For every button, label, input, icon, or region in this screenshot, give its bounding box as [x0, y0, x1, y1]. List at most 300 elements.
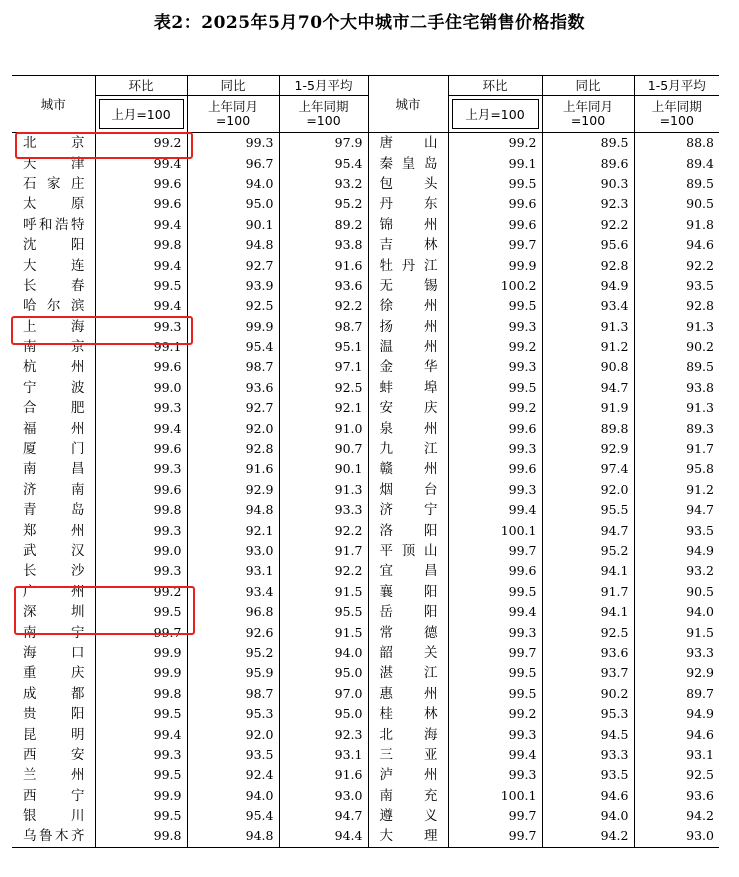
- city-name: 泸州: [368, 765, 448, 785]
- mom-value: 99.6: [448, 561, 542, 581]
- avg-value: 91.3: [634, 317, 719, 337]
- yoy-value: 92.8: [542, 255, 634, 275]
- yoy-value: 93.4: [542, 296, 634, 316]
- avg-value: 93.5: [634, 520, 719, 540]
- yoy-value: 99.9: [187, 317, 279, 337]
- header-avg-base: 上年同期 =100: [279, 96, 368, 133]
- table-row: [12, 439, 719, 459]
- mom-value: 99.8: [95, 235, 187, 255]
- mom-value: 99.6: [448, 459, 542, 479]
- yoy-value: 94.0: [542, 806, 634, 826]
- city-name: 重庆: [23, 665, 85, 682]
- city-name: 九江: [368, 439, 448, 459]
- table-row: [12, 418, 719, 438]
- yoy-value: 93.1: [187, 561, 279, 581]
- mom-value: 99.6: [448, 418, 542, 438]
- city-name: 沈阳: [23, 237, 85, 254]
- yoy-value: 92.3: [542, 194, 634, 214]
- mom-value: 100.2: [448, 276, 542, 296]
- avg-value: 95.4: [279, 153, 368, 173]
- yoy-value: 92.6: [187, 622, 279, 642]
- avg-value: 92.5: [279, 378, 368, 398]
- avg-value: 92.9: [634, 663, 719, 683]
- avg-value: 89.5: [634, 357, 719, 377]
- yoy-value: 92.5: [187, 296, 279, 316]
- table-row: [12, 133, 719, 154]
- mom-value: 99.5: [95, 602, 187, 622]
- mom-value: 99.7: [448, 826, 542, 847]
- header-mom: 环比: [95, 76, 187, 96]
- avg-value: 91.8: [634, 215, 719, 235]
- city-name: 吉林: [368, 235, 448, 255]
- mom-value: 99.3: [448, 357, 542, 377]
- table-row: [12, 500, 719, 520]
- avg-value: 95.1: [279, 337, 368, 357]
- avg-value: 94.9: [634, 541, 719, 561]
- avg-value: 93.8: [279, 235, 368, 255]
- avg-value: 91.3: [634, 398, 719, 418]
- city-name: 泉州: [368, 418, 448, 438]
- avg-value: 94.6: [634, 235, 719, 255]
- city-name: 福州: [23, 420, 85, 437]
- avg-value: 94.6: [634, 724, 719, 744]
- avg-value: 97.1: [279, 357, 368, 377]
- mom-value: 99.3: [95, 745, 187, 765]
- mom-value: 99.6: [95, 194, 187, 214]
- yoy-value: 94.2: [542, 826, 634, 847]
- header-yoy-base: 上年同月 =100: [187, 96, 279, 133]
- mom-value: 99.5: [448, 296, 542, 316]
- header-mom-base-right: 上月=100: [448, 96, 542, 133]
- city-name: 贵阳: [23, 706, 85, 723]
- avg-value: 91.2: [634, 480, 719, 500]
- city-name: 安庆: [368, 398, 448, 418]
- city-name: 烟台: [368, 480, 448, 500]
- avg-value: 92.8: [634, 296, 719, 316]
- mom-value: 99.6: [95, 480, 187, 500]
- table-row: [12, 215, 719, 235]
- avg-value: 88.8: [634, 133, 719, 154]
- city-name: 呼和浩特: [23, 216, 85, 233]
- mom-value: 99.5: [448, 378, 542, 398]
- avg-value: 93.3: [634, 643, 719, 663]
- city-name: 厦门: [23, 441, 85, 458]
- yoy-value: 93.4: [187, 582, 279, 602]
- yoy-value: 98.7: [187, 684, 279, 704]
- mom-value: 99.4: [95, 153, 187, 173]
- yoy-value: 94.8: [187, 826, 279, 847]
- table-row: [12, 520, 719, 540]
- header-city-right: 城市: [368, 76, 448, 133]
- yoy-value: 91.2: [542, 337, 634, 357]
- yoy-value: 93.0: [187, 541, 279, 561]
- table-row: [12, 765, 719, 785]
- avg-value: 92.2: [279, 296, 368, 316]
- city-name: 南京: [23, 339, 85, 356]
- yoy-value: 94.7: [542, 378, 634, 398]
- avg-value: 93.0: [279, 786, 368, 806]
- city-name: 岳阳: [368, 602, 448, 622]
- yoy-value: 91.6: [187, 459, 279, 479]
- mom-value: 99.3: [448, 765, 542, 785]
- city-name: 牡丹江: [368, 255, 448, 275]
- mom-value: 99.3: [95, 520, 187, 540]
- mom-value: 99.1: [95, 337, 187, 357]
- avg-value: 92.5: [634, 765, 719, 785]
- avg-value: 92.2: [279, 561, 368, 581]
- avg-value: 94.7: [279, 806, 368, 826]
- avg-value: 93.8: [634, 378, 719, 398]
- mom-value: 99.4: [448, 500, 542, 520]
- yoy-value: 95.3: [187, 704, 279, 724]
- city-name: 温州: [368, 337, 448, 357]
- yoy-value: 92.0: [187, 418, 279, 438]
- avg-value: 93.1: [634, 745, 719, 765]
- yoy-value: 89.5: [542, 133, 634, 154]
- city-name: 西安: [23, 746, 85, 763]
- avg-value: 98.7: [279, 317, 368, 337]
- city-name: 惠州: [368, 684, 448, 704]
- mom-value: 99.5: [95, 806, 187, 826]
- mom-value: 99.5: [95, 765, 187, 785]
- table-row: [12, 480, 719, 500]
- avg-value: 93.6: [634, 786, 719, 806]
- avg-value: 89.4: [634, 153, 719, 173]
- header-avg-right: 1-5月平均: [634, 76, 719, 96]
- mom-value: 99.5: [95, 276, 187, 296]
- mom-value: 99.5: [95, 704, 187, 724]
- avg-value: 95.8: [634, 459, 719, 479]
- yoy-value: 97.4: [542, 459, 634, 479]
- city-name: 海口: [23, 644, 85, 661]
- yoy-value: 90.2: [542, 684, 634, 704]
- table-row: [12, 561, 719, 581]
- yoy-value: 95.6: [542, 235, 634, 255]
- table-row: [12, 684, 719, 704]
- table-row: [12, 235, 719, 255]
- yoy-value: 92.2: [542, 215, 634, 235]
- yoy-value: 92.7: [187, 398, 279, 418]
- avg-value: 92.1: [279, 398, 368, 418]
- yoy-value: 95.2: [187, 643, 279, 663]
- table-row: [12, 459, 719, 479]
- mom-value: 99.4: [95, 724, 187, 744]
- mom-value: 99.3: [448, 622, 542, 642]
- table-row: [12, 622, 719, 642]
- yoy-value: 95.2: [542, 541, 634, 561]
- city-name: 石家庄: [23, 175, 85, 192]
- header-avg: 1-5月平均: [279, 76, 368, 96]
- avg-value: 92.2: [279, 520, 368, 540]
- city-name: 桂林: [368, 704, 448, 724]
- header-yoy: 同比: [187, 76, 279, 96]
- city-name: 秦皇岛: [368, 153, 448, 173]
- avg-value: 94.2: [634, 806, 719, 826]
- city-name: 平顶山: [368, 541, 448, 561]
- table-row: [12, 296, 719, 316]
- yoy-value: 92.9: [187, 480, 279, 500]
- mom-value: 99.6: [448, 215, 542, 235]
- table-row: [12, 337, 719, 357]
- yoy-value: 91.9: [542, 398, 634, 418]
- header-yoy-base-right: 上年同月 =100: [542, 96, 634, 133]
- yoy-value: 93.5: [542, 765, 634, 785]
- city-name: 昆明: [23, 726, 85, 743]
- city-name: 大连: [23, 257, 85, 274]
- mom-value: 99.2: [95, 133, 187, 154]
- city-name: 长春: [23, 277, 85, 294]
- avg-value: 93.1: [279, 745, 368, 765]
- header-mom-right: 环比: [448, 76, 542, 96]
- table-row: [12, 194, 719, 214]
- avg-value: 91.5: [279, 582, 368, 602]
- avg-value: 95.5: [279, 602, 368, 622]
- avg-value: 93.2: [634, 561, 719, 581]
- avg-value: 93.3: [279, 500, 368, 520]
- yoy-value: 96.8: [187, 602, 279, 622]
- mom-value: 99.0: [95, 541, 187, 561]
- city-name: 北海: [368, 724, 448, 744]
- yoy-value: 90.8: [542, 357, 634, 377]
- mom-value: 99.3: [95, 398, 187, 418]
- table-row: [12, 724, 719, 744]
- header-mom-base: 上月=100: [95, 96, 187, 133]
- city-name: 北京: [23, 135, 85, 152]
- city-name: 无锡: [368, 276, 448, 296]
- city-name: 济宁: [368, 500, 448, 520]
- yoy-value: 99.3: [187, 133, 279, 154]
- city-name: 锦州: [368, 215, 448, 235]
- city-name: 常德: [368, 622, 448, 642]
- avg-value: 90.1: [279, 459, 368, 479]
- mom-value: 99.2: [448, 337, 542, 357]
- mom-value: 99.3: [95, 317, 187, 337]
- avg-value: 94.7: [634, 500, 719, 520]
- yoy-value: 94.8: [187, 500, 279, 520]
- avg-value: 89.7: [634, 684, 719, 704]
- avg-value: 95.0: [279, 704, 368, 724]
- city-name: 济南: [23, 481, 85, 498]
- yoy-value: 91.3: [542, 317, 634, 337]
- mom-value: 99.9: [95, 786, 187, 806]
- city-name: 武汉: [23, 543, 85, 559]
- city-name: 成都: [23, 685, 85, 702]
- city-name: 韶关: [368, 643, 448, 663]
- mom-value: 99.5: [448, 663, 542, 683]
- mom-value: 99.2: [448, 704, 542, 724]
- city-name: 银川: [23, 808, 85, 825]
- city-name: 包头: [368, 174, 448, 194]
- mom-value: 99.4: [448, 602, 542, 622]
- yoy-value: 95.0: [187, 194, 279, 214]
- table-row: [12, 786, 719, 806]
- mom-value: 99.7: [448, 235, 542, 255]
- yoy-value: 93.9: [187, 276, 279, 296]
- city-name: 襄阳: [368, 582, 448, 602]
- city-name: 广州: [23, 583, 85, 600]
- city-name: 南充: [368, 786, 448, 806]
- mom-value: 99.7: [448, 643, 542, 663]
- avg-value: 97.9: [279, 133, 368, 154]
- city-name: 西宁: [23, 787, 85, 804]
- avg-value: 91.7: [279, 541, 368, 561]
- mom-value: 99.1: [448, 153, 542, 173]
- yoy-value: 93.6: [542, 643, 634, 663]
- city-name: 兰州: [23, 767, 85, 784]
- city-name: 宁波: [23, 379, 85, 396]
- city-name: 南宁: [23, 624, 85, 641]
- avg-value: 90.2: [634, 337, 719, 357]
- mom-value: 99.0: [95, 378, 187, 398]
- table-row: [12, 745, 719, 765]
- yoy-value: 92.0: [542, 480, 634, 500]
- city-name: 上海: [23, 318, 85, 335]
- mom-value: 99.9: [448, 255, 542, 275]
- city-name: 大理: [368, 826, 448, 847]
- avg-value: 94.9: [634, 704, 719, 724]
- yoy-value: 91.7: [542, 582, 634, 602]
- yoy-value: 95.4: [187, 337, 279, 357]
- header-avg-base-right: 上年同期 =100: [634, 96, 719, 133]
- avg-value: 94.0: [279, 643, 368, 663]
- mom-value: 99.9: [95, 663, 187, 683]
- yoy-value: 94.9: [542, 276, 634, 296]
- city-name: 洛阳: [368, 520, 448, 540]
- city-name: 郑州: [23, 522, 85, 539]
- city-name: 天津: [23, 155, 85, 172]
- mom-value: 99.4: [95, 215, 187, 235]
- yoy-value: 92.1: [187, 520, 279, 540]
- avg-value: 90.5: [634, 194, 719, 214]
- city-name: 三亚: [368, 745, 448, 765]
- city-name: 遵义: [368, 806, 448, 826]
- mom-value: 99.8: [95, 500, 187, 520]
- mom-value: 99.4: [95, 296, 187, 316]
- yoy-value: 92.9: [542, 439, 634, 459]
- avg-value: 91.6: [279, 255, 368, 275]
- avg-value: 91.5: [279, 622, 368, 642]
- city-name: 太原: [23, 196, 85, 213]
- city-name: 哈尔滨: [23, 298, 85, 315]
- city-name: 合肥: [23, 400, 85, 417]
- city-name: 金华: [368, 357, 448, 377]
- page-title: 表2：2025年5月70个大中城市二手住宅销售价格指数: [153, 13, 586, 33]
- mom-value: 99.3: [448, 480, 542, 500]
- city-name: 宜昌: [368, 561, 448, 581]
- mom-value: 99.2: [95, 582, 187, 602]
- mom-value: 99.5: [448, 684, 542, 704]
- table-row: [12, 357, 719, 377]
- city-name: 湛江: [368, 663, 448, 683]
- header-city: 城市: [12, 76, 95, 133]
- table-row: [12, 153, 719, 173]
- mom-value: 99.6: [95, 439, 187, 459]
- table-row: [12, 643, 719, 663]
- table-row: [12, 582, 719, 602]
- yoy-value: 92.8: [187, 439, 279, 459]
- city-name: 丹东: [368, 194, 448, 214]
- avg-value: 92.2: [634, 255, 719, 275]
- mom-value: 100.1: [448, 520, 542, 540]
- avg-value: 89.5: [634, 174, 719, 194]
- mom-value: 99.4: [95, 418, 187, 438]
- mom-value: 99.3: [95, 561, 187, 581]
- yoy-value: 95.4: [187, 806, 279, 826]
- yoy-value: 93.5: [187, 745, 279, 765]
- city-name: 扬州: [368, 317, 448, 337]
- avg-value: 91.3: [279, 480, 368, 500]
- city-name: 青岛: [23, 502, 85, 519]
- yoy-value: 93.7: [542, 663, 634, 683]
- mom-value: 99.6: [95, 174, 187, 194]
- yoy-value: 90.3: [542, 174, 634, 194]
- city-name: 赣州: [368, 459, 448, 479]
- yoy-value: 93.3: [542, 745, 634, 765]
- mom-value: 99.7: [448, 806, 542, 826]
- mom-value: 99.7: [95, 622, 187, 642]
- city-name: 南昌: [23, 461, 85, 478]
- avg-value: 97.0: [279, 684, 368, 704]
- yoy-value: 94.1: [542, 602, 634, 622]
- table-row: [12, 602, 719, 622]
- table-row: [12, 826, 719, 847]
- yoy-value: 94.1: [542, 561, 634, 581]
- mom-value: 99.3: [448, 439, 542, 459]
- table-row: [12, 378, 719, 398]
- avg-value: 93.2: [279, 174, 368, 194]
- yoy-value: 96.7: [187, 153, 279, 173]
- avg-value: 90.5: [634, 582, 719, 602]
- city-name: 乌鲁木齐: [12, 826, 95, 847]
- mom-value: 99.3: [95, 459, 187, 479]
- avg-value: 89.2: [279, 215, 368, 235]
- mom-value: 99.3: [448, 317, 542, 337]
- yoy-value: 89.6: [542, 153, 634, 173]
- price-index-table: [12, 75, 719, 848]
- mom-value: 99.9: [95, 643, 187, 663]
- avg-value: 93.6: [279, 276, 368, 296]
- avg-value: 94.0: [634, 602, 719, 622]
- avg-value: 93.0: [634, 826, 719, 847]
- avg-value: 91.7: [634, 439, 719, 459]
- avg-value: 91.6: [279, 765, 368, 785]
- avg-value: 95.2: [279, 194, 368, 214]
- table-row: [12, 541, 719, 561]
- mom-value: 99.8: [95, 684, 187, 704]
- mom-value: 99.3: [448, 724, 542, 744]
- yoy-value: 94.7: [542, 520, 634, 540]
- table-row: [12, 255, 719, 275]
- mom-value: 99.8: [95, 826, 187, 847]
- yoy-value: 94.0: [187, 786, 279, 806]
- mom-value: 99.5: [448, 174, 542, 194]
- table-row: [12, 663, 719, 683]
- mom-value: 99.6: [448, 194, 542, 214]
- mom-value: 99.4: [95, 255, 187, 275]
- city-name: 长沙: [23, 563, 85, 580]
- mom-value: 99.5: [448, 582, 542, 602]
- yoy-value: 93.6: [187, 378, 279, 398]
- yoy-value: 92.5: [542, 622, 634, 642]
- avg-value: 91.5: [634, 622, 719, 642]
- table-row: [12, 398, 719, 418]
- table-row: [12, 174, 719, 194]
- yoy-value: 95.3: [542, 704, 634, 724]
- avg-value: 90.7: [279, 439, 368, 459]
- mom-value: 99.2: [448, 133, 542, 154]
- avg-value: 92.3: [279, 724, 368, 744]
- yoy-value: 94.8: [187, 235, 279, 255]
